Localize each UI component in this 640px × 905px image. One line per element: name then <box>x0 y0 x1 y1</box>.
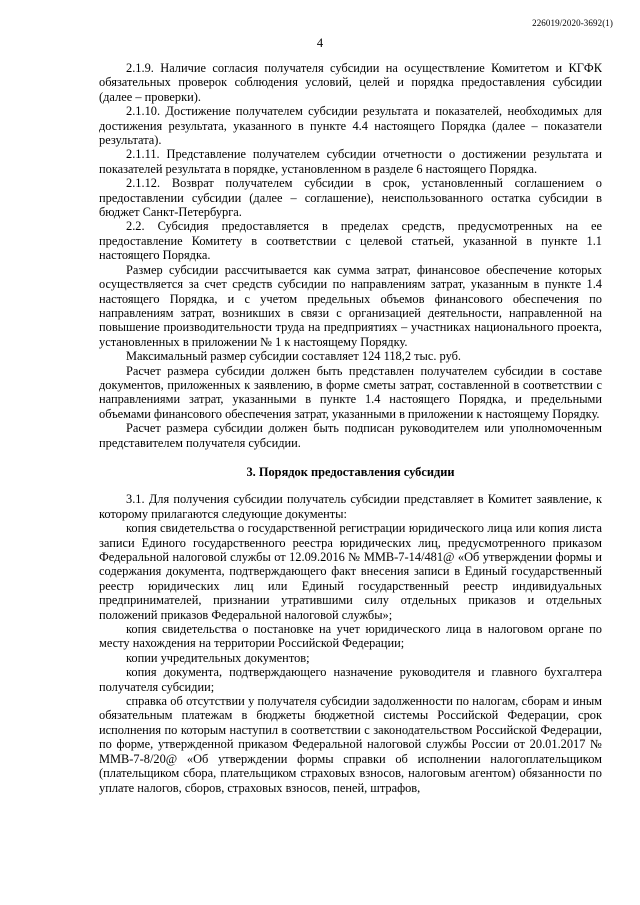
paragraph-2-1-9: 2.1.9. Наличие согласия получателя субсидии на осуществление Комитетом и КГФК обязательных проверок соблюдения условий, целей и порядка предоставления субсидии (далее – проверки). <box>99 61 602 104</box>
paragraph-3-1: 3.1. Для получения субсидии получатель субсидии представляет в Комитет заявление, к которому прилагаются следующие документы: <box>99 492 602 521</box>
paragraph-2-2: 2.2. Субсидия предоставляется в пределах средств, предусмотренных на ее предоставление Комитету в соответствии с целевой статьей, указанной в пункте 1.1 настоящего Порядка. <box>99 219 602 263</box>
list-item-founding-documents: копии учредительных документов; <box>126 650 310 665</box>
list-item-appointment-document: копия документа, подтверждающего назначение руководителя и главного бухгалтера получателя субсидии; <box>99 665 602 694</box>
paragraph-2-1-11: 2.1.11. Представление получателем субсидии отчетности о достижении результата и показателей результата в порядке, установленном в разделе 6 настоящего Порядка. <box>99 147 602 176</box>
paragraph-max-subsidy: Максимальный размер субсидии составляет 124 118,2 тыс. руб. <box>126 349 462 364</box>
paragraph-calculation-signature: Расчет размера субсидии должен быть подписан руководителем или уполномоченным представителем получателя субсидии. <box>99 421 602 450</box>
document-id: 226019/2020-3692(1) <box>532 18 613 28</box>
page-body <box>99 61 602 795</box>
list-item-tax-debt-certificate: справка об отсутствии у получателя субсидии задолженности по налогам, сборам и иным обязательным платежам в бюджеты бюджетной системы Российской Федерации, срок исполнения по которым наступил в соответствии с законодательством Российской Федерации, по форме, утвержденной приказом Федеральной налоговой службы России от 20.01.2017 № ММВ-7-8/20@ «Об утверждении формы справки об исполнении налогоплательщиком (плательщиком сбора, плательщиком страховых взносов, налоговым агентом) обязанности по уплате налогов, сборов, страховых взносов, пеней, штрафов, <box>99 694 602 795</box>
paragraph-subsidy-size: Размер субсидии рассчитывается как сумма затрат, финансовое обеспечение которых осуществляется за счет средств субсидии по направлениям затрат, указанным в пункте 1.4 настоящего Порядка, и с учетом предельных объемов финансового обеспечения по направлениям затрат, возникших в связи с организацией деятельности, направленной на повышение производительности труда на предприятиях – участниках национального проекта, установленных в приложении № 1 к настоящему Порядку. <box>99 262 602 349</box>
page-number: 4 <box>316 36 324 50</box>
section-title: 3. Порядок предоставления субсидии <box>246 464 455 479</box>
list-item-tax-registration: копия свидетельства о постановке на учет юридического лица в налоговом органе по месту нахождения на территории Российской Федерации; <box>99 622 602 651</box>
list-item-registration-certificate: копия свидетельства о государственной регистрации юридического лица или копия листа записи Единого государственного реестра юридических лиц, предусмотренного приказом Федеральной налоговой службы от 12.09.2016 № ММВ-7-14/481@ «Об утверждении формы и содержания документа, подтверждающего факт внесения записи в Единый государственный реестр юридических лиц или Единый государственный реестр индивидуальных предпринимателей, признании утратившими силу отдельных приказов и отдельных положений приказов Федеральной налоговой службы»; <box>99 521 602 622</box>
paragraph-2-1-12: 2.1.12. Возврат получателем субсидии в срок, установленный соглашением о предоставлении субсидии (далее – соглашение), неиспользованного остатка субсидии в бюджет Санкт-Петербурга. <box>99 176 602 220</box>
paragraph-calculation: Расчет размера субсидии должен быть представлен получателем субсидии в составе документов, приложенных к заявлению, в форме сметы затрат, составленной в соответствии с направлениями затрат, указанными в пункте 1.4 настоящего Порядка, и предельными объемами финансового обеспечения затрат, указанными в приложении к настоящему Порядку. <box>99 363 602 421</box>
paragraph-2-1-10: 2.1.10. Достижение получателем субсидии результата и показателей, необходимых для достижения результата, указанного в пункте 4.4 настоящего Порядка (далее – показатели результата). <box>99 104 602 148</box>
